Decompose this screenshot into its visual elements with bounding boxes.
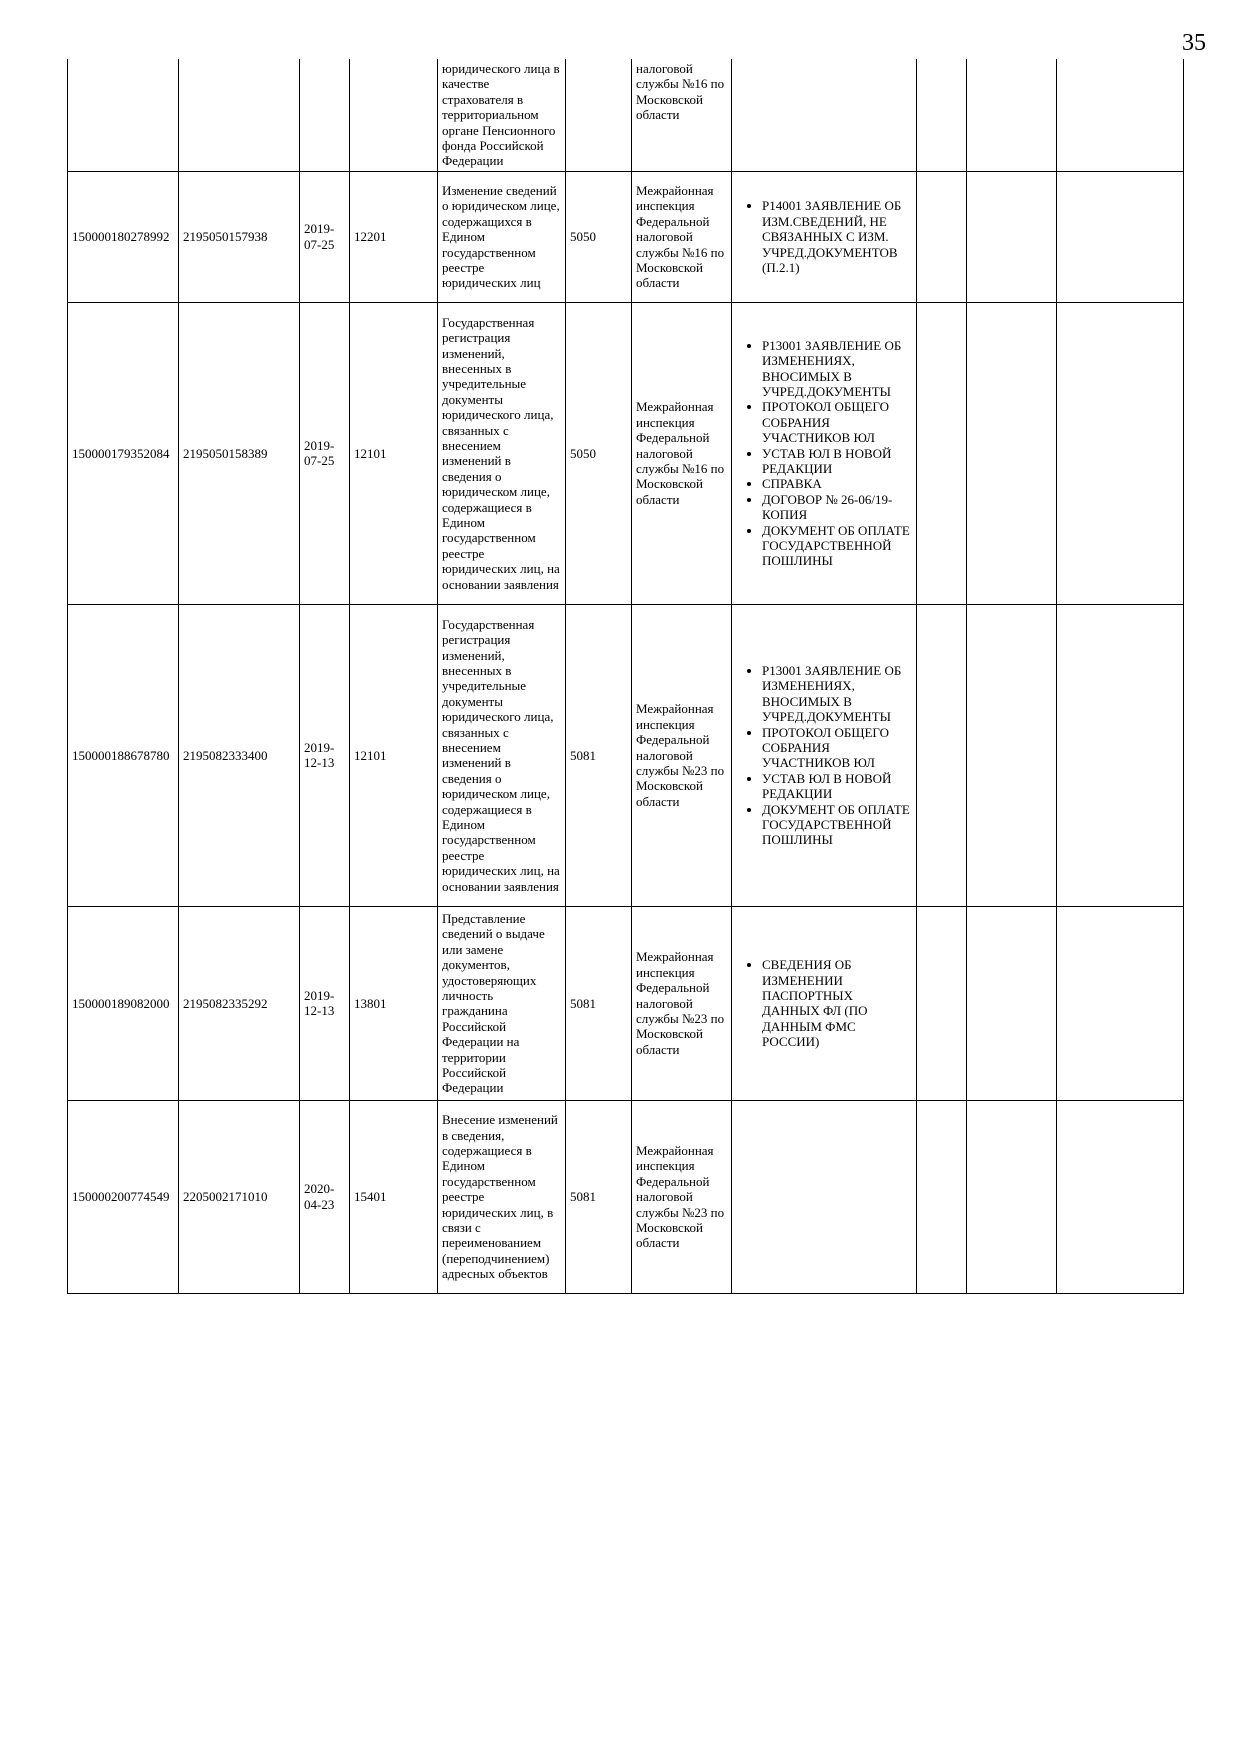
- empty-cell: [917, 302, 967, 604]
- table-row: [68, 906, 1184, 1100]
- grn-cell: 2195050158389: [179, 302, 300, 604]
- authority-cell: Межрайонная инспекция Федеральной налоговой службы №23 по Московской области: [632, 604, 732, 906]
- empty-cell: [917, 171, 967, 302]
- document-item: • Р14001 ЗАЯВЛЕНИЕ ОБ ИЗМ.СВЕДЕНИЙ, НЕ СВЯЗАННЫХ С ИЗМ. УЧРЕД.ДОКУМЕНТОВ (П.2.1): [762, 198, 912, 275]
- documents-list: [736, 198, 912, 275]
- documents-list: [736, 338, 912, 569]
- grn-cell: [179, 59, 300, 171]
- authority-code-cell: 5081: [566, 906, 632, 1100]
- empty-cell: [1057, 1100, 1184, 1293]
- authority-cell: Межрайонная инспекция Федеральной налоговой службы №16 по Московской области: [632, 171, 732, 302]
- empty-cell: [1057, 171, 1184, 302]
- authority-cell: Межрайонная инспекция Федеральной налоговой службы №16 по Московской области: [632, 302, 732, 604]
- authority-cell: Межрайонная инспекция Федеральной налоговой службы №23 по Московской области: [632, 906, 732, 1100]
- empty-cell: [917, 59, 967, 171]
- document-item: • Р13001 ЗАЯВЛЕНИЕ ОБ ИЗМЕНЕНИЯХ, ВНОСИМЫХ В УЧРЕД.ДОКУМЕНТЫ: [762, 338, 912, 400]
- empty-cell: [967, 604, 1057, 906]
- grn-cell: 2195082333400: [179, 604, 300, 906]
- authority-cell: налоговой службы №16 по Московской области: [632, 59, 732, 171]
- record-id-cell: 150000180278992: [68, 171, 179, 302]
- description-cell: Представление сведений о выдаче или замене документов, удостоверяющих личность гражданина Российской Федерации на территории Российской Федерации: [438, 906, 566, 1100]
- empty-cell: [1057, 604, 1184, 906]
- empty-cell: [1057, 906, 1184, 1100]
- description-cell: Изменение сведений о юридическом лице, содержащихся в Едином государственном реестре юридических лиц: [438, 171, 566, 302]
- table-row: [68, 171, 1184, 302]
- record-id-cell: 150000189082000: [68, 906, 179, 1100]
- code-cell: 15401: [350, 1100, 438, 1293]
- date-cell: 2019-07-25: [300, 302, 350, 604]
- date-cell: 2019-07-25: [300, 171, 350, 302]
- document-item: • ДОКУМЕНТ ОБ ОПЛАТЕ ГОСУДАРСТВЕННОЙ ПОШЛИНЫ: [762, 802, 912, 848]
- empty-cell: [917, 604, 967, 906]
- documents-cell: [732, 906, 917, 1100]
- date-cell: 2020-04-23: [300, 1100, 350, 1293]
- description-cell: Государственная регистрация изменений, внесенных в учредительные документы юридического лица, связанных с внесением изменений в сведения о юридическом лице, содержащиеся в Едином государственном реестре юридических лиц, на основании заявления: [438, 604, 566, 906]
- document-item: • ПРОТОКОЛ ОБЩЕГО СОБРАНИЯ УЧАСТНИКОВ ЮЛ: [762, 399, 912, 445]
- table-row: [68, 604, 1184, 906]
- empty-cell: [1057, 59, 1184, 171]
- authority-code-cell: 5081: [566, 604, 632, 906]
- empty-cell: [917, 906, 967, 1100]
- document-item: • ДОКУМЕНТ ОБ ОПЛАТЕ ГОСУДАРСТВЕННОЙ ПОШЛИНЫ: [762, 523, 912, 569]
- document-item: • СВЕДЕНИЯ ОБ ИЗМЕНЕНИИ ПАСПОРТНЫХ ДАННЫХ ФЛ (ПО ДАННЫМ ФМС РОССИИ): [762, 957, 912, 1049]
- description-cell: Государственная регистрация изменений, внесенных в учредительные документы юридического лица, связанных с внесением изменений в сведения о юридическом лице, содержащиеся в Едином государственном реестре юридических лиц, на основании заявления: [438, 302, 566, 604]
- code-cell: [350, 59, 438, 171]
- date-cell: 2019-12-13: [300, 906, 350, 1100]
- authority-cell: Межрайонная инспекция Федеральной налоговой службы №23 по Московской области: [632, 1100, 732, 1293]
- grn-cell: 2195050157938: [179, 171, 300, 302]
- documents-cell: [732, 1100, 917, 1293]
- document-item: • ПРОТОКОЛ ОБЩЕГО СОБРАНИЯ УЧАСТНИКОВ ЮЛ: [762, 725, 912, 771]
- authority-code-cell: 5050: [566, 302, 632, 604]
- record-id-cell: 150000188678780: [68, 604, 179, 906]
- authority-code-cell: 5050: [566, 171, 632, 302]
- authority-code-cell: [566, 59, 632, 171]
- empty-cell: [967, 171, 1057, 302]
- table-row: [68, 59, 1184, 171]
- document-item: • Р13001 ЗАЯВЛЕНИЕ ОБ ИЗМЕНЕНИЯХ, ВНОСИМЫХ В УЧРЕД.ДОКУМЕНТЫ: [762, 663, 912, 725]
- description-cell: Внесение изменений в сведения, содержащиеся в Едином государственном реестре юридических лиц, в связи с переименованием (переподчинением) адресных объектов: [438, 1100, 566, 1293]
- documents-list: [736, 957, 912, 1049]
- document-item: • УСТАВ ЮЛ В НОВОЙ РЕДАКЦИИ: [762, 446, 912, 477]
- registry-table: [67, 59, 1184, 1294]
- empty-cell: [1057, 302, 1184, 604]
- date-cell: [300, 59, 350, 171]
- empty-cell: [967, 302, 1057, 604]
- documents-cell: [732, 302, 917, 604]
- empty-cell: [967, 59, 1057, 171]
- documents-cell: [732, 171, 917, 302]
- document-item: • ДОГОВОР № 26-06/19-КОПИЯ: [762, 492, 912, 523]
- date-cell: 2019-12-13: [300, 604, 350, 906]
- code-cell: 13801: [350, 906, 438, 1100]
- table-row: [68, 302, 1184, 604]
- empty-cell: [967, 906, 1057, 1100]
- code-cell: 12201: [350, 171, 438, 302]
- documents-list: [736, 663, 912, 848]
- documents-cell: [732, 604, 917, 906]
- code-cell: 12101: [350, 604, 438, 906]
- authority-code-cell: 5081: [566, 1100, 632, 1293]
- documents-cell: [732, 59, 917, 171]
- document-item: • СПРАВКА: [762, 476, 912, 491]
- empty-cell: [917, 1100, 967, 1293]
- registry-body: [68, 59, 1184, 1293]
- page-number: 35: [1182, 30, 1206, 56]
- code-cell: 12101: [350, 302, 438, 604]
- grn-cell: 2195082335292: [179, 906, 300, 1100]
- document-item: • УСТАВ ЮЛ В НОВОЙ РЕДАКЦИИ: [762, 771, 912, 802]
- record-id-cell: 150000179352084: [68, 302, 179, 604]
- table-row: [68, 1100, 1184, 1293]
- record-id-cell: [68, 59, 179, 171]
- record-id-cell: 150000200774549: [68, 1100, 179, 1293]
- empty-cell: [967, 1100, 1057, 1293]
- grn-cell: 2205002171010: [179, 1100, 300, 1293]
- description-cell: юридического лица в качестве страхователя в территориальном органе Пенсионного фонда Российской Федерации: [438, 59, 566, 171]
